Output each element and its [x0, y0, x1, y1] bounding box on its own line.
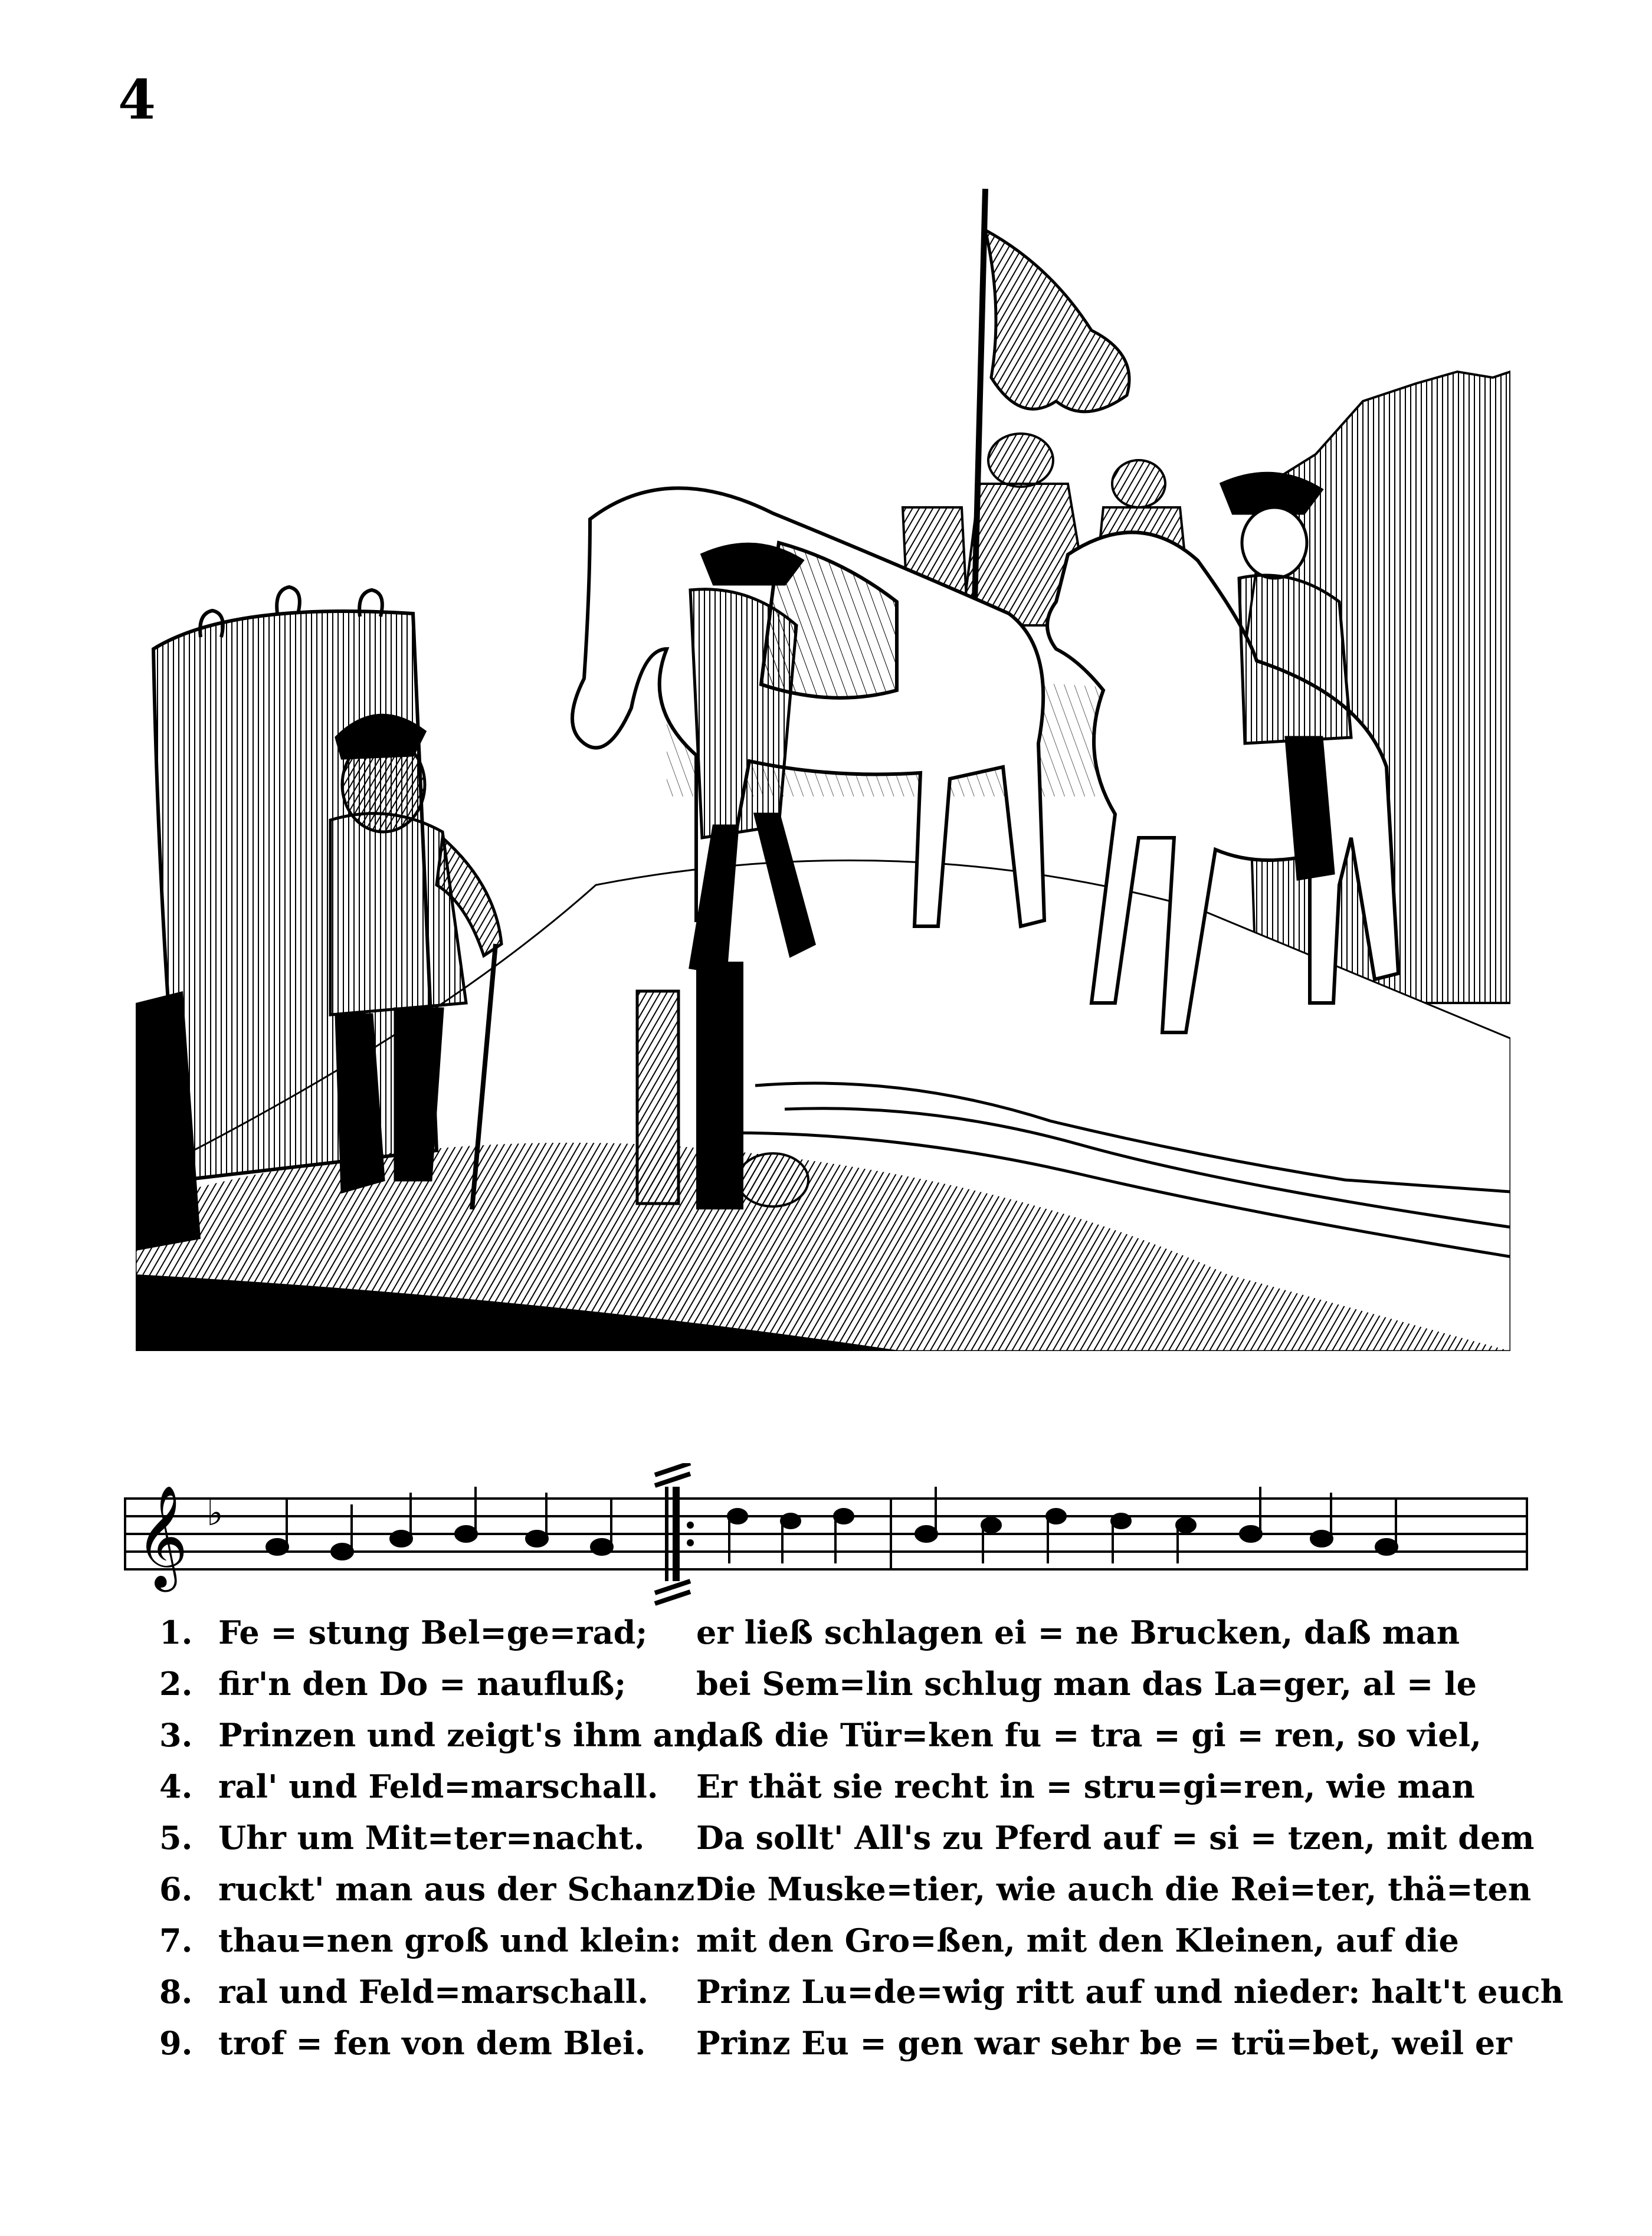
- verse-line: [148, 1870, 1532, 1922]
- verse-text-left: ruckt' man aus der Schanz': [218, 1870, 704, 1908]
- verse-line: [148, 2024, 1512, 2076]
- verse-line: [148, 1614, 1504, 1665]
- verse-line: [148, 1819, 1535, 1870]
- verse-text-right: er ließ schlagen ei = ne Brucken, daß man: [696, 1614, 1460, 1651]
- verse-number: 4.: [159, 1768, 193, 1805]
- verse-text-left: Uhr um Mit=ter=nacht.: [218, 1819, 645, 1857]
- verse-number: 8.: [159, 1973, 193, 2011]
- verse-number: 2.: [159, 1665, 193, 1703]
- verse-text-right: bei Sem=lin schlug man das La=ger, al = le: [696, 1665, 1477, 1703]
- verse-text-right: Da sollt' All's zu Pferd auf = si = tzen, mit dem: [696, 1819, 1535, 1857]
- verse-text-right: Die Muske=tier, wie auch die Rei=ter, thä=ten: [696, 1870, 1532, 1908]
- flat-sign-icon: ♭: [206, 1493, 224, 1534]
- verse-text-right: Prinz Lu=de=wig ritt auf und nieder: halt't euch: [696, 1973, 1564, 2011]
- verse-text-right: mit den Gro=ßen, mit den Kleinen, auf die: [696, 1922, 1459, 1959]
- verse-line: [148, 1665, 1504, 1716]
- verse-text-left: thau=nen groß und klein:: [218, 1922, 681, 1959]
- verse-text-left: fir'n den Do = naufluß;: [218, 1665, 627, 1703]
- verse-number: 1.: [159, 1614, 193, 1651]
- verse-text-left: Fe = stung Bel=ge=rad;: [218, 1614, 648, 1651]
- verse-text-right: Er thät sie recht in = stru=gi=ren, wie man: [696, 1768, 1475, 1805]
- verse-number: 6.: [159, 1870, 193, 1908]
- verse-text-right: daß die Tür=ken fu = tra = gi = ren, so viel,: [696, 1716, 1481, 1754]
- verse-text-left: ral' und Feld=marschall.: [218, 1768, 658, 1805]
- page-number: 4: [118, 68, 156, 132]
- verse-text-left: trof = fen von dem Blei.: [218, 2024, 646, 2062]
- woodcut-illustration: [136, 177, 1510, 1351]
- verse-number: 5.: [159, 1819, 193, 1857]
- verse-text-left: Prinzen und zeigt's ihm an,: [218, 1716, 708, 1754]
- verse-line: [148, 1768, 1504, 1819]
- treble-clef-icon: 𝄞: [136, 1485, 188, 1588]
- verse-number: 7.: [159, 1922, 193, 1959]
- verse-line: [148, 1973, 1564, 2024]
- verse-number: 9.: [159, 2024, 193, 2062]
- verse-line: [148, 1716, 1504, 1768]
- verse-line: [148, 1922, 1504, 1973]
- verse-text-left: ral und Feld=marschall.: [218, 1973, 649, 2011]
- verse-number: 3.: [159, 1716, 193, 1754]
- verse-text-right: Prinz Eu = gen war sehr be = trü=bet, weil er: [696, 2024, 1512, 2062]
- lyrics-block: [148, 1614, 1564, 2076]
